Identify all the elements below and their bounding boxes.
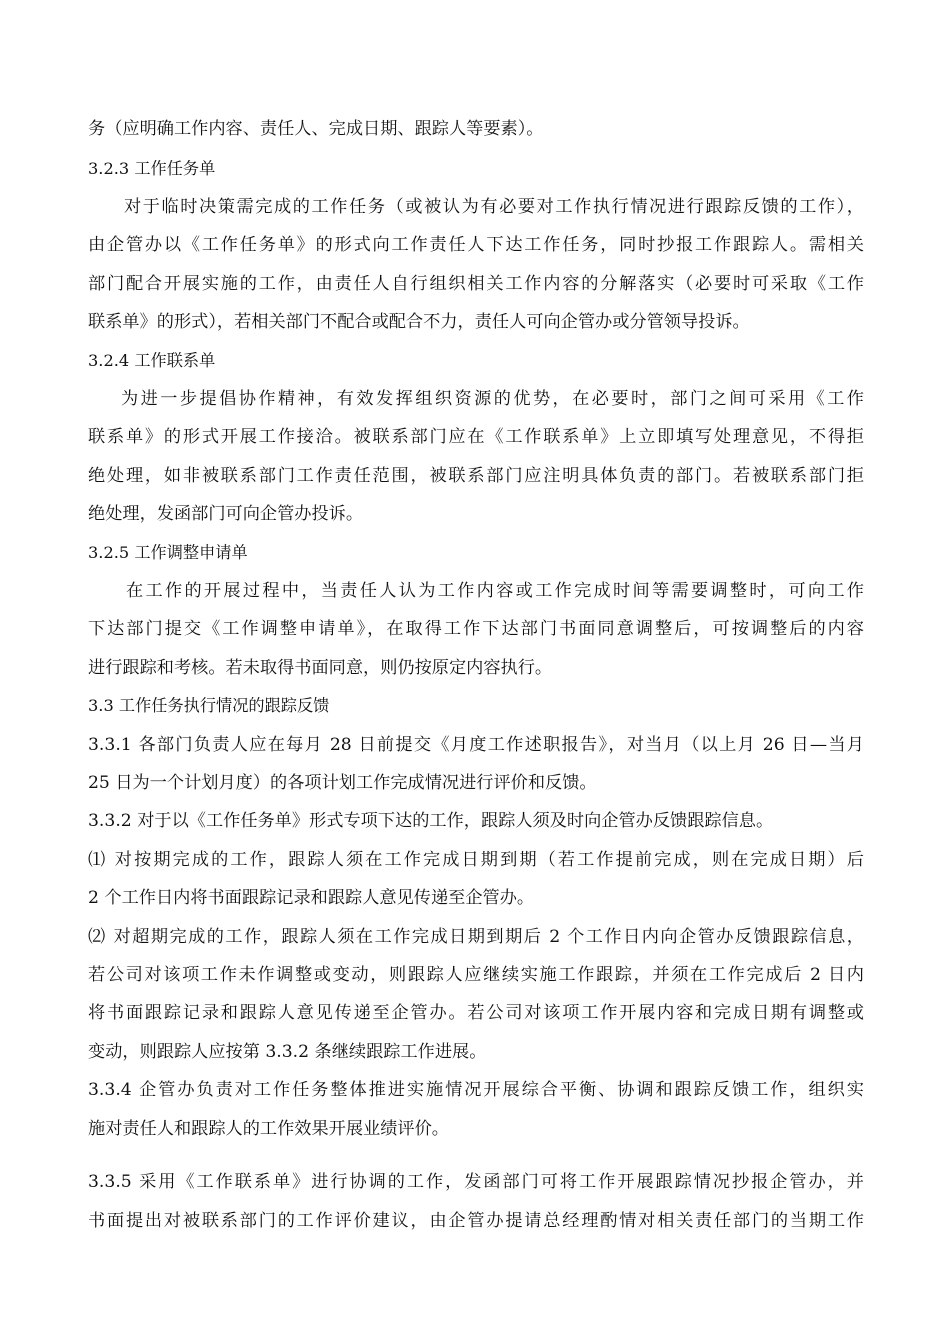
paragraph-line: 下达部门提交《工作调整申请单》，在取得工作下达部门书面同意调整后，可按调整后的内容 xyxy=(88,619,864,639)
section-heading-3-2-5: 3.2.5 工作调整申请单 xyxy=(88,543,248,562)
paragraph-line: 将书面跟踪记录和跟踪人意见传递至企管办。若公司对该项工作开展内容和完成日期有调整或 xyxy=(88,1003,864,1023)
section-heading-3-2-4: 3.2.4 工作联系单 xyxy=(88,351,216,370)
paragraph-line: 对于临时决策需完成的工作任务（或被认为有必要对工作执行情况进行跟踪反馈的工作）， xyxy=(124,197,864,217)
section-heading-3-3: 3.3 工作任务执行情况的跟踪反馈 xyxy=(88,696,330,715)
paragraph-line: 为进一步提倡协作精神，有效发挥组织资源的优势，在必要时，部门之间可采用《工作 xyxy=(121,389,864,409)
paragraph-line: 联系单》的形式），若相关部门不配合或配合不力，责任人可向企管办或分管领导投诉。 xyxy=(88,312,750,332)
paragraph-line: 部门配合开展实施的工作，由责任人自行组织相关工作内容的分解落实（必要时可采取《工作 xyxy=(88,274,864,294)
paragraph-line: 3.3.5 采用《工作联系单》进行协调的工作，发函部门可将工作开展跟踪情况抄报企管办，并 xyxy=(88,1172,864,1192)
paragraph-line: 书面提出对被联系部门的工作评价建议，由企管办提请总经理酌情对相关责任部门的当期工作 xyxy=(88,1211,864,1231)
paragraph-line: 施对责任人和跟踪人的工作效果开展业绩评价。 xyxy=(88,1119,449,1139)
paragraph-line: 25 日为一个计划月度）的各项计划工作完成情况进行评价和反馈。 xyxy=(88,773,597,793)
paragraph-line: 若公司对该项工作未作调整或变动，则跟踪人应继续实施工作跟踪，并须在工作完成后 2 日内 xyxy=(88,965,864,985)
paragraph-line: ⑵ 对超期完成的工作，跟踪人须在工作完成日期到期后 2 个工作日内向企管办反馈跟踪信息， xyxy=(88,927,864,947)
paragraph-line: 绝处理，发函部门可向企管办投诉。 xyxy=(88,504,364,524)
paragraph-line: 2 个工作日内将书面跟踪记录和跟踪人意见传递至企管办。 xyxy=(88,888,535,908)
paragraph-line: 联系单》的形式开展工作接洽。被联系部门应在《工作联系单》上立即填写处理意见，不得拒 xyxy=(88,427,864,447)
paragraph-line: 务（应明确工作内容、责任人、完成日期、跟踪人等要素）。 xyxy=(88,119,544,139)
paragraph-line: 在工作的开展过程中，当责任人认为工作内容或工作完成时间等需要调整时，可向工作 xyxy=(126,581,864,601)
paragraph-line: 3.3.2 对于以《工作任务单》形式专项下达的工作，跟踪人须及时向企管办反馈跟踪信息。 xyxy=(88,811,774,831)
paragraph-line: 由企管办以《工作任务单》的形式向工作责任人下达工作任务，同时抄报工作跟踪人。需相关 xyxy=(88,235,864,255)
paragraph-line: 变动，则跟踪人应按第 3.3.2 条继续跟踪工作进展。 xyxy=(88,1042,487,1062)
paragraph-line: 绝处理，如非被联系部门工作责任范围，被联系部门应注明具体负责的部门。若被联系部门拒 xyxy=(88,466,864,486)
paragraph-line: 3.3.4 企管办负责对工作任务整体推进实施情况开展综合平衡、协调和跟踪反馈工作，组织实 xyxy=(88,1080,864,1100)
paragraph-line: 3.3.1 各部门负责人应在每月 28 日前提交《月度工作述职报告》，对当月（以上月 26 日—当月 xyxy=(88,735,864,755)
paragraph-line: 进行跟踪和考核。若未取得书面同意，则仍按原定内容执行。 xyxy=(88,658,553,678)
section-heading-3-2-3: 3.2.3 工作任务单 xyxy=(88,159,216,178)
paragraph-line: ⑴ 对按期完成的工作，跟踪人须在工作完成日期到期（若工作提前完成，则在完成日期）后 xyxy=(88,850,864,870)
